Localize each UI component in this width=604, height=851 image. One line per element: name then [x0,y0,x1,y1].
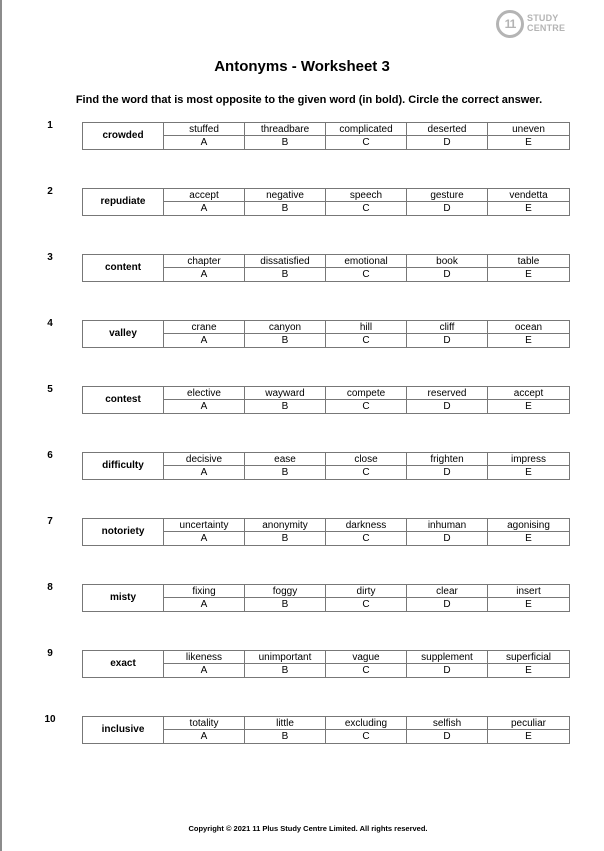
option-letter: C [362,599,370,610]
option-letter: A [200,533,208,544]
question-row [0,122,604,154]
option-word: accept [164,189,244,202]
option-letter: C [362,335,370,346]
option-word: dirty [326,585,406,598]
answer-option[interactable] [164,585,245,611]
answer-option[interactable] [326,519,407,545]
option-word: stuffed [164,123,244,136]
answer-option[interactable] [488,387,569,413]
option-letter: B [281,335,289,346]
answer-option[interactable] [407,585,488,611]
option-letter: C [362,401,370,412]
question-table [82,122,570,150]
answer-option[interactable] [164,453,245,479]
question-number: 1 [47,120,53,131]
option-letter: B [281,467,289,478]
question-row [0,254,604,286]
option-letter: C [362,665,370,676]
option-letter: E [525,203,532,214]
option-word: superficial [488,651,569,664]
given-word: inclusive [83,717,164,743]
answer-option[interactable] [326,255,407,281]
copyright-footer: Copyright © 2021 11 Plus Study Centre Limited. All rights reserved. [188,824,428,833]
question-table [82,254,570,282]
answer-option[interactable] [407,123,488,149]
question-table [82,716,570,744]
answer-option[interactable] [488,321,569,347]
option-letter: B [281,203,289,214]
option-letter: D [443,731,451,742]
logo-text [527,13,565,33]
option-word: selfish [407,717,487,730]
question-number: 9 [47,648,53,659]
answer-option[interactable] [245,387,326,413]
option-letter: D [443,467,451,478]
answer-option[interactable] [245,651,326,677]
option-letter: A [200,137,208,148]
option-word: cliff [407,321,487,334]
answer-option[interactable] [407,651,488,677]
option-letter: E [525,269,532,280]
worksheet-title: Antonyms - Worksheet 3 [214,58,390,75]
option-word: agonising [488,519,569,532]
option-letter: E [525,401,532,412]
question-row [0,188,604,220]
option-letter: D [443,401,451,412]
option-letter: E [525,467,532,478]
logo-mark: 11 [496,10,524,38]
question-row [0,716,604,748]
answer-option[interactable] [245,585,326,611]
question-row [0,584,604,616]
answer-option[interactable] [164,717,245,743]
option-word: excluding [326,717,406,730]
question-number: 6 [47,450,53,461]
answer-option[interactable] [407,321,488,347]
option-letter: D [443,599,451,610]
option-letter: B [281,731,289,742]
option-letter: B [281,269,289,280]
question-number: 2 [47,186,53,197]
question-table [82,386,570,414]
answer-option[interactable] [245,717,326,743]
option-letter: C [362,533,370,544]
option-letter: E [525,665,532,676]
answer-option[interactable] [245,453,326,479]
option-word: accept [488,387,569,400]
option-word: fixing [164,585,244,598]
option-letter: C [362,731,370,742]
option-letter: B [281,665,289,676]
question-number: 8 [47,582,53,593]
answer-option[interactable] [164,255,245,281]
option-word: frighten [407,453,487,466]
answer-option[interactable] [245,255,326,281]
option-word: reserved [407,387,487,400]
question-number: 10 [44,714,56,725]
option-word: foggy [245,585,325,598]
option-letter: B [281,533,289,544]
answer-option[interactable] [488,123,569,149]
option-word: little [245,717,325,730]
option-word: gesture [407,189,487,202]
option-word: crane [164,321,244,334]
question-table [82,650,570,678]
option-word: inhuman [407,519,487,532]
option-word: close [326,453,406,466]
option-word: threadbare [245,123,325,136]
given-word: exact [83,651,164,677]
answer-option[interactable] [326,123,407,149]
answer-option[interactable] [326,651,407,677]
question-table [82,518,570,546]
answer-option[interactable] [488,717,569,743]
option-letter: A [200,731,208,742]
answer-option[interactable] [245,189,326,215]
option-word: decisive [164,453,244,466]
answer-option[interactable] [488,651,569,677]
given-word: misty [83,585,164,611]
option-word: ocean [488,321,569,334]
answer-option[interactable] [326,189,407,215]
given-word: crowded [83,123,164,149]
option-word: uncertainty [164,519,244,532]
option-word: elective [164,387,244,400]
option-letter: D [443,203,451,214]
answer-option[interactable] [164,189,245,215]
question-row [0,320,604,352]
given-word: difficulty [83,453,164,479]
option-letter: E [525,731,532,742]
option-letter: A [200,269,208,280]
logo-line-2: CENTRE [527,23,566,33]
question-table [82,584,570,612]
option-letter: C [362,203,370,214]
answer-option[interactable] [407,717,488,743]
answer-option[interactable] [326,387,407,413]
option-letter: A [200,665,208,676]
answer-option[interactable] [488,519,569,545]
given-word: valley [83,321,164,347]
option-word: hill [326,321,406,334]
answer-option[interactable] [164,387,245,413]
option-word: peculiar [488,717,569,730]
option-letter: D [443,335,451,346]
option-word: unimportant [245,651,325,664]
option-letter: C [362,137,370,148]
option-word: wayward [245,387,325,400]
answer-option[interactable] [326,453,407,479]
given-word: content [83,255,164,281]
option-letter: D [443,533,451,544]
option-letter: E [525,599,532,610]
answer-option[interactable] [488,255,569,281]
option-letter: A [200,467,208,478]
question-row [0,452,604,484]
answer-option[interactable] [407,387,488,413]
option-word: totality [164,717,244,730]
option-letter: E [525,335,532,346]
option-word: impress [488,453,569,466]
option-word: emotional [326,255,406,268]
answer-option[interactable] [164,651,245,677]
option-word: likeness [164,651,244,664]
answer-option[interactable] [488,189,569,215]
answer-option[interactable] [407,189,488,215]
question-table [82,188,570,216]
option-word: deserted [407,123,487,136]
answer-option[interactable] [407,453,488,479]
option-letter: D [443,269,451,280]
question-number: 5 [47,384,53,395]
option-word: negative [245,189,325,202]
option-letter: A [200,599,208,610]
option-word: chapter [164,255,244,268]
option-letter: A [200,401,208,412]
given-word: notoriety [83,519,164,545]
option-letter: A [200,203,208,214]
answer-option[interactable] [326,585,407,611]
given-word: contest [83,387,164,413]
option-word: table [488,255,569,268]
option-word: supplement [407,651,487,664]
option-word: complicated [326,123,406,136]
option-letter: B [281,599,289,610]
answer-option[interactable] [326,321,407,347]
option-letter: A [200,335,208,346]
option-letter: C [362,269,370,280]
answer-option[interactable] [164,123,245,149]
option-letter: D [443,137,451,148]
answer-option[interactable] [245,123,326,149]
option-letter: E [525,137,532,148]
question-table [82,320,570,348]
option-word: dissatisfied [245,255,325,268]
question-number: 4 [47,318,53,329]
option-word: vague [326,651,406,664]
option-word: anonymity [245,519,325,532]
option-word: clear [407,585,487,598]
option-word: vendetta [488,189,569,202]
option-word: ease [245,453,325,466]
option-word: insert [488,585,569,598]
study-centre-logo [496,10,586,44]
option-word: book [407,255,487,268]
option-word: compete [326,387,406,400]
answer-option[interactable] [164,519,245,545]
option-word: uneven [488,123,569,136]
option-letter: E [525,533,532,544]
question-row [0,650,604,682]
option-letter: D [443,665,451,676]
question-number: 3 [47,252,53,263]
answer-option[interactable] [488,585,569,611]
answer-option[interactable] [245,519,326,545]
option-letter: B [281,401,289,412]
answer-option[interactable] [407,519,488,545]
answer-option[interactable] [407,255,488,281]
question-row [0,518,604,550]
answer-option[interactable] [164,321,245,347]
option-word: speech [326,189,406,202]
option-letter: C [362,467,370,478]
answer-option[interactable] [245,321,326,347]
answer-option[interactable] [488,453,569,479]
question-number: 7 [47,516,53,527]
question-row [0,386,604,418]
option-word: canyon [245,321,325,334]
answer-option[interactable] [326,717,407,743]
option-word: darkness [326,519,406,532]
instructions: Find the word that is most opposite to the given word (in bold). Circle the correct answer. [75,94,543,106]
option-letter: B [281,137,289,148]
question-table [82,452,570,480]
given-word: repudiate [83,189,164,215]
logo-line-1: STUDY [527,13,559,23]
